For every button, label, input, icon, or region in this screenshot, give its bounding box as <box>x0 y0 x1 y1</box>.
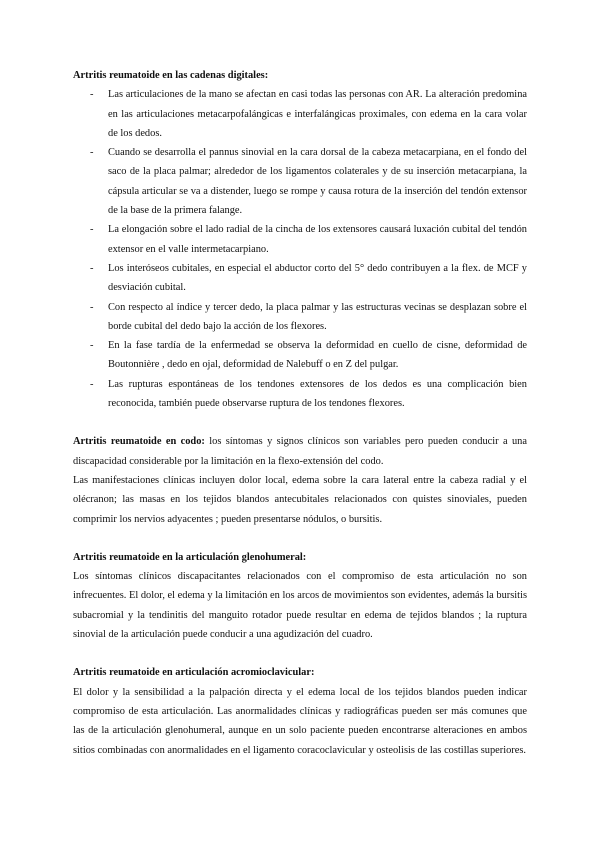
section-heading: Artritis reumatoide en las cadenas digitales: <box>73 70 269 81</box>
list-item-text: Con respecto al índice y tercer dedo, la placa palmar y las estructuras vecinas se desplazan sobre el borde cubital del dedo bajo la acción de los flexores. <box>108 301 527 332</box>
document-page <box>73 66 527 760</box>
list-item <box>73 336 527 375</box>
section-codo <box>73 432 527 528</box>
dash-marker: - <box>90 89 94 101</box>
list-item-text: En la fase tardía de la enfermedad se observa la deformidad en cuello de cisne, deformidad de Boutonnière , dedo en ojal, deformidad de Nalebuff o en Z del pulgar. <box>108 340 527 371</box>
list-item <box>73 375 527 414</box>
list-item-text: Las articulaciones de la mano se afectan en casi todas las personas con AR. La alteración predomina en las articulaciones metacarpofalángicas e interfalángicas proximales, con edema en la cara volar de los dedos. <box>108 89 527 139</box>
spacer <box>73 644 527 663</box>
list-item-text: Las rupturas espontáneas de los tendones extensores de los dedos es una complicación bien reconocida, también puede observarse ruptura de los tendones flexores. <box>108 378 527 410</box>
list-item-text: Cuando se desarrolla el pannus sinovial en la cara dorsal de la cabeza metacarpiana, en el fondo del saco de la placa palmar; alrededor de los ligamentos colaterales y de su inserción metacarpiana, la cápsula articular se va a distender, luego se rompe y causa rotura de la inserción del tendón extensor de la base de la primera falange. <box>108 147 527 217</box>
bullet-list <box>73 85 527 413</box>
section-cadenas-digitales <box>73 66 527 413</box>
list-item <box>73 220 527 259</box>
section-heading: Artritis reumatoide en articulación acromioclavicular: <box>73 667 315 679</box>
dash-marker: - <box>90 147 94 159</box>
dash-marker: - <box>90 340 94 352</box>
list-item-text: Los interóseos cubitales, en especial el abductor corto del 5° dedo contribuyen a la flex. de MCF y desviación cubital. <box>108 262 527 294</box>
dash-marker: - <box>90 378 94 390</box>
paragraph: Los síntomas clínicos discapacitantes relacionados con el compromiso de esta articulación no son infrecuentes. El dolor, el edema y la limitación en los arcos de movimientos son evidentes, además la bursitis subacromial y la tendinitis del manguito rotador puede resultar en edema de tejidos blandos ; la ruptura sinovial de la articulación puede conducir a una agudización del cuadro. <box>73 571 527 641</box>
list-item <box>73 259 527 298</box>
list-item <box>73 143 527 220</box>
section-heading: Artritis reumatoide en codo: <box>73 436 205 448</box>
dash-marker: - <box>90 301 94 313</box>
list-item <box>73 85 527 143</box>
paragraph <box>73 432 527 471</box>
paragraph: Las manifestaciones clínicas incluyen dolor local, edema sobre la cara lateral entre la cabeza radial y el olécranon; las masas en los tejidos blandos antecubitales relacionados con quistes sinoviales, pueden comprimir los nervios adyacentes ; pueden presentarse nódulos, o bursitis. <box>73 474 527 525</box>
dash-marker: - <box>90 224 94 236</box>
list-item-text: La elongación sobre el lado radial de la cincha de los extensores causará luxación cubital del tendón extensor en el valle intermetacarpiano. <box>108 224 527 255</box>
section-glenohumeral <box>73 548 527 644</box>
section-heading: Artritis reumatoide en la articulación glenohumeral: <box>73 551 307 563</box>
paragraph-inline-text: los síntomas y signos clínicos son variables pero pueden conducir a una discapacidad considerable por la limitación en la flexo-extensión del codo. <box>73 436 527 467</box>
spacer <box>73 529 527 548</box>
spacer <box>73 413 527 432</box>
dash-marker: - <box>90 262 94 274</box>
section-acromioclavicular <box>73 663 527 759</box>
paragraph: El dolor y la sensibilidad a la palpación directa y el edema local de los tejidos blandos pueden indicar compromiso de esta articulación. Las anormalidades clínicas y radiográficas pueden ser más comunes que las de la articulación glenohumeral, aunque en un solo paciente pueden encontrarse alteraciones en ambos sitios combinadas con anormalidades en el ligamento coracoclavicular y osteolisis de las costillas superiores. <box>73 686 527 756</box>
list-item <box>73 298 527 337</box>
